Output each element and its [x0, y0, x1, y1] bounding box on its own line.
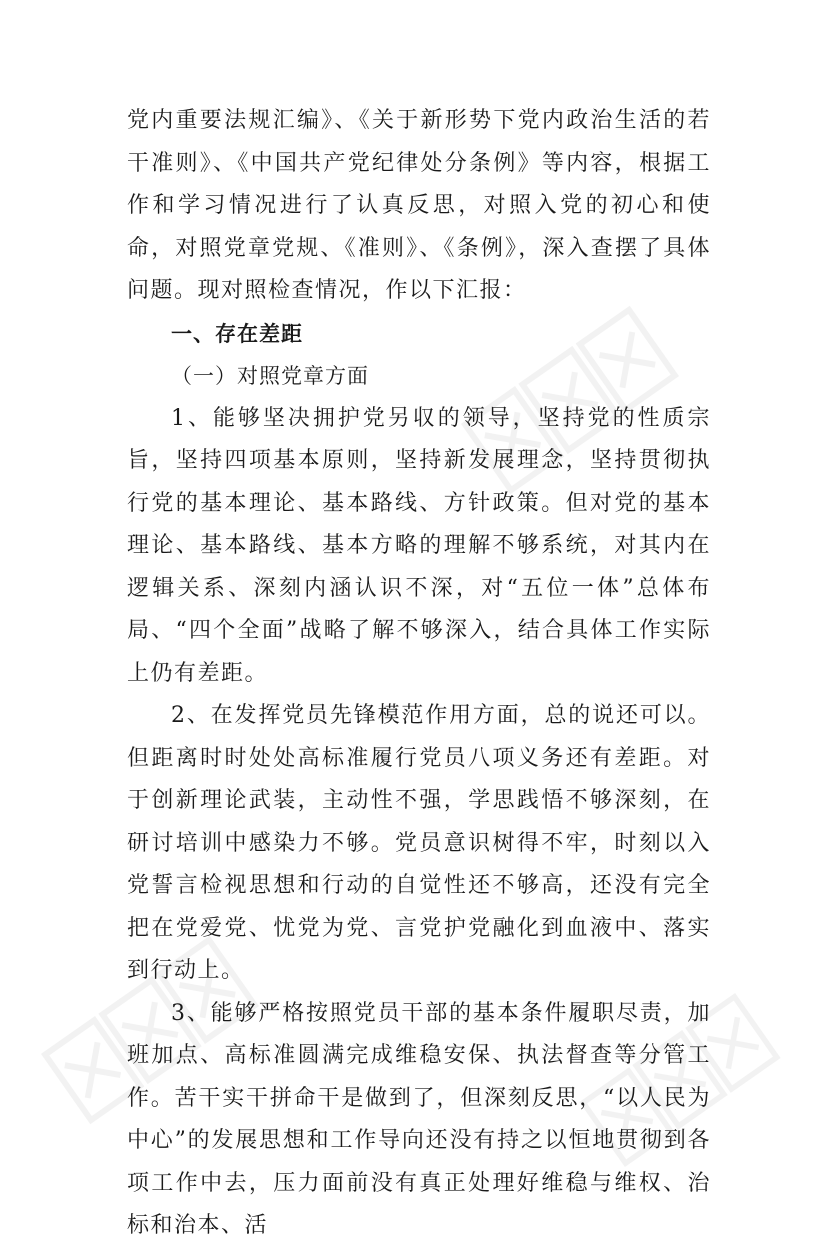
intro-paragraph: 党内重要法规汇编》、《关于新形势下党内政治生活的若干准则》、《中国共产党纪律处分条例》等内容，根据工作和学习情况进行了认真反思，对照入党的初心和使命，对照党章党规、《准则》、《条例》，深入查摆了具体问题。现对照检查情况，作以下汇报：	[127, 108, 711, 303]
document-body	[127, 100, 711, 1248]
section-heading: 一、存在差距	[171, 321, 303, 346]
subsection-heading: （一）对照党章方面	[171, 364, 369, 388]
item-paragraph-2: 2、在发挥党员先锋模范作用方面，总的说还可以。但距离时时处处高标准履行党员八项义务还有差距。对于创新理论武装，主动性不强，学思践悟不够深刻，在研讨培训中感染力不够。党员意识树得不牢，时刻以入党誓言检视思想和行动的自觉性还不够高，还没有完全把在党爱党、忧党为党、言党护党融化到血液中、落实到行动上。	[127, 703, 711, 983]
item-paragraph-1: 1、能够坚决拥护党另収的领导，坚持党的性质宗旨，坚持四项基本原则，坚持新发展理念，坚持贯彻执行党的基本理论、基本路线、方针政策。但对党的基本理论、基本路线、基本方略的理解不够系统，对其内在逻辑关系、深刻内涵认识不深，对“五位一体”总体布局、“四个全面”战略了解不够深入，结合具体工作实际上仍有差距。	[127, 405, 711, 686]
item-paragraph-3: 3、能够严格按照党员干部的基本条件履职尽责，加班加点、高标准圆满完成维稳安保、执法督查等分管工作。苦干实干拼命干是做到了，但深刻反思，“以人民为中心”的发展思想和工作导向还没有持之以恒地贯彻到各项工作中去，压力面前没有真正处理好维稳与维权、治标和治本、活	[127, 1000, 711, 1238]
